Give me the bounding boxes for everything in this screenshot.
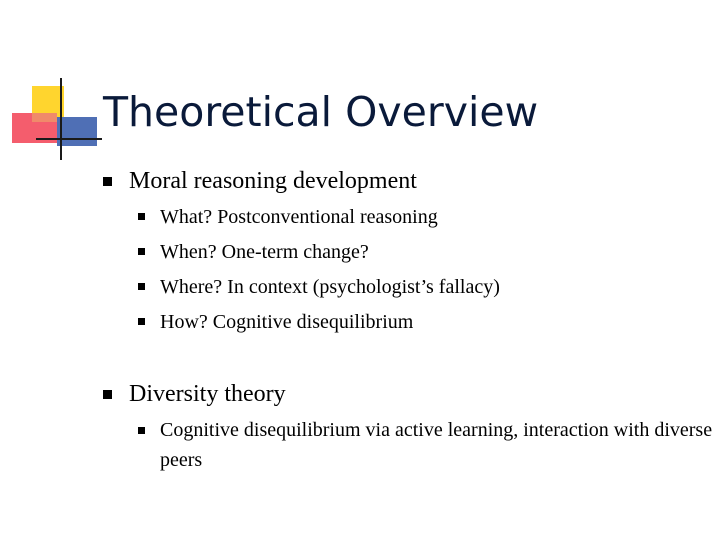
list-item: Where? In context (psychologist’s fallacy) — [160, 276, 500, 298]
logo-vertical-line — [60, 78, 62, 160]
square-bullet-icon — [138, 427, 145, 434]
blue-square — [57, 117, 97, 146]
square-bullet-icon — [138, 283, 145, 290]
square-bullet-icon — [138, 213, 145, 220]
section-heading: Moral reasoning development — [129, 168, 417, 194]
square-bullet-icon — [103, 390, 112, 399]
logo-horizontal-line — [36, 138, 102, 140]
square-bullet-icon — [138, 318, 145, 325]
logo-squares-icon — [0, 0, 120, 170]
square-bullet-icon — [138, 248, 145, 255]
orange-overlap — [32, 113, 57, 122]
section-heading: Diversity theory — [129, 381, 286, 407]
list-item: When? One-term change? — [160, 241, 369, 263]
list-item: What? Postconventional reasoning — [160, 206, 438, 228]
square-bullet-icon — [103, 177, 112, 186]
slide-title: Theoretical Overview — [103, 88, 539, 136]
list-item: How? Cognitive disequilibrium — [160, 311, 414, 333]
list-item: Cognitive disequilibrium via active learning, interaction with diverse peers — [160, 419, 713, 471]
